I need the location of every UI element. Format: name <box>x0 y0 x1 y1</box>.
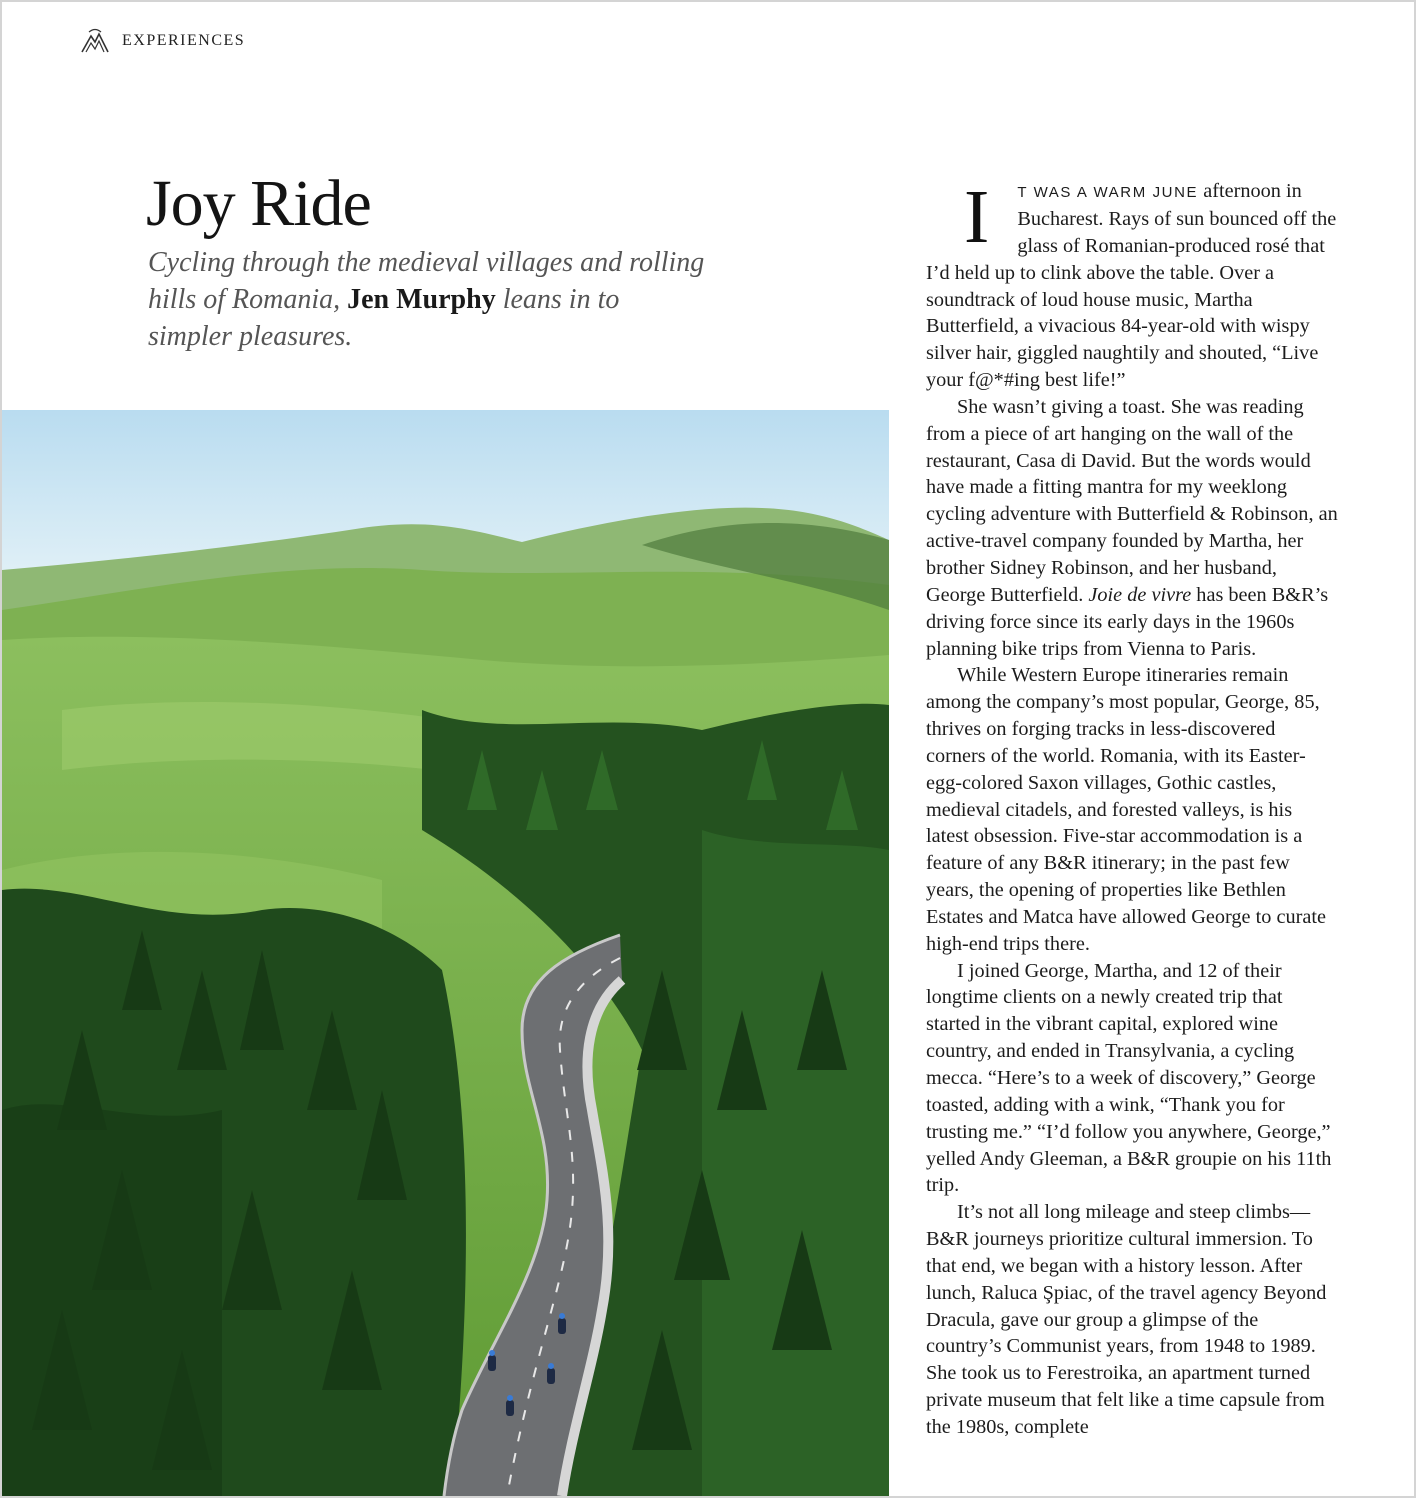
section-label: EXPERIENCES <box>122 32 246 49</box>
drop-cap: I <box>964 175 990 259</box>
article-dek <box>148 244 708 355</box>
paragraph-5: It’s not all long mileage and steep climbs—B&R journeys prioritize cultural immersion. To that end, we began with a history lesson. After lunch, Raluca Şpiac, of the travel agency Beyond Dracula, gave our group a glimpse of the country’s Communist years, from 1948 to 1989. She took us to Ferestroika, an apartment turned private museum that felt like a time capsule from the 1980s, complete <box>926 1201 1327 1438</box>
hero-photo <box>2 410 889 1496</box>
paragraph-1-text: afternoon in Bucharest. Rays of sun bounced off the glass of Romanian-produced rosé that I’d held up to clink above the table. Over a soundtrack of loud house music, Martha Butterfield, a vivacious 84-year-old with wispy silver hair, giggled naughtily and shouted, “Live your f@*#ing best life!” <box>926 180 1337 392</box>
dek-text-end: leans in to simpler pleasures. <box>148 284 620 352</box>
paragraph-2 <box>926 394 1338 662</box>
author-name: Jen Murphy <box>347 284 496 315</box>
paragraph-2-text-end: has been B&R’s driving force since its early days in the 1960s planning bike trips from Vienna to Paris. <box>926 583 1329 660</box>
article-title: Joy Ride <box>146 167 371 240</box>
article-body <box>926 175 1338 1441</box>
paragraph-2-text: She wasn’t giving a toast. She was reading from a piece of art hanging on the wall of the restaurant, Casa di David. But the words would have made a fitting mantra for my weeklong cycling adventure with Butterfield & Robinson, an active-travel company founded by Martha, her brother Sidney Robinson, and her husband, George Butterfield. <box>926 395 1338 606</box>
paragraph-2-italic: Joie de vivre <box>1088 583 1192 606</box>
dek-text: Cycling through the medieval villages and rolling hills of Romania, <box>148 247 705 315</box>
paragraph-3: While Western Europe itineraries remain among the company’s most popular, George, 85, thrives on forging tracks in less-discovered corners of the world. Romania, with its Easter-egg-colored Saxon villages, Gothic castles, medieval citadels, and forested valleys, is his latest obsession. Five-star accommodation is a feature of any B&R itinerary; in the past few years, the opening of properties like Bethlen Estates and Matca have allowed George to curate high-end trips there. <box>926 664 1327 955</box>
section-header <box>80 28 245 54</box>
paragraph-1 <box>926 175 1338 394</box>
lead-in-caps: T WAS A WARM JUNE <box>1017 184 1199 201</box>
mountain-logo-icon <box>80 28 110 54</box>
paragraph-4: I joined George, Martha, and 12 of their longtime clients on a newly created trip that started in the vibrant capital, explored wine country, and ended in Transylvania, a cycling mecca. “Here’s to a week of discovery,” George toasted, adding with a wink, “Thank you for trusting me.” “I’d follow you anywhere, George,” yelled Andy Gleeman, a B&R groupie on his 11th trip. <box>926 959 1332 1197</box>
